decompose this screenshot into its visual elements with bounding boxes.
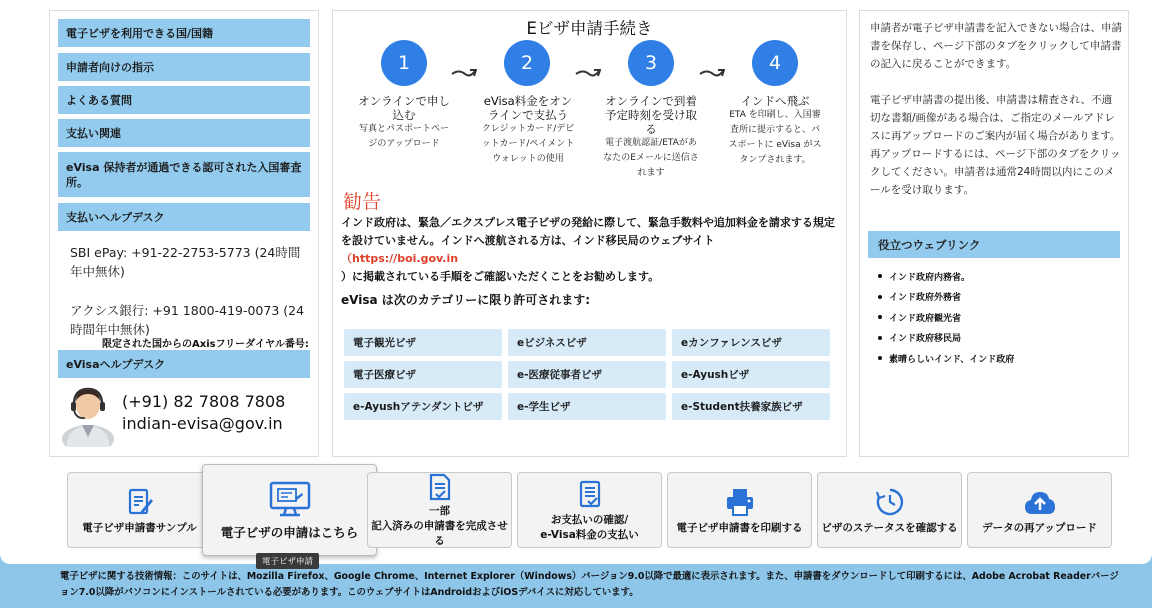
- warning-text-2: ）に掲載されている手順をご確認いただくことをお勧めします。: [341, 270, 660, 283]
- helpdesk-contact-text: [122, 391, 285, 435]
- technical-info-footer: 電子ビザに関する技術情報：このサイトは、Mozilla Firefox、Google Chrome、Internet Explorer（Windows）バージョン9.0以降で最適に表示されます。また、申請書をダウンロードして印刷するには、Adobe Acrobat Readerバージョン7.0以降がパソコンにインストールされている必要があります。このウェブサイトはAndroidおよびiOSデバイスに対応しています。: [60, 571, 1119, 598]
- step-1-text: [355, 94, 453, 152]
- helpdesk-email[interactable]: indian-evisa@gov.in: [122, 414, 283, 433]
- useful-links-title: 役立つウェブリンク: [868, 231, 1120, 258]
- form-edit-icon: [123, 485, 157, 519]
- category-item[interactable]: 電子医療ビザ: [344, 361, 502, 388]
- step-4-circle: 4: [752, 40, 798, 86]
- menu-payment[interactable]: 支払い関連: [58, 119, 310, 147]
- step-4-desc: ETA を印刷し、入国審査所に提示すると、パスポートに eVisa がスタンプされます。: [728, 110, 822, 165]
- reupload-info-text: 電子ビザ申請書の提出後、申請書は精査され、不適切な書類/画像がある場合は、ご指定のメールアドレスに再アップロードのご案内が届く場合があります。再アップロードするには、ページ下部のタブをクリックしてください。申請者は通常24時間以内にこのメールを受け取ります。: [870, 94, 1121, 196]
- save-info-text: 申請者が電子ビザ申請書を記入できない場合は、申請書を保存し、ページ下部のタブをクリックして申請書の記入に戻ることができます。: [870, 22, 1122, 70]
- step-2-text: [479, 94, 577, 167]
- useful-link-item[interactable]: インド政府内務省。: [878, 266, 1014, 287]
- step-3-desc: 電子渡航認証/ETAがあなたのEメールに送信されます: [603, 138, 699, 178]
- user-headset-icon: [60, 383, 116, 447]
- cloud-upload-icon: [1023, 485, 1057, 519]
- apply-evisa-label: 電子ビザの申請はこちら: [220, 525, 359, 540]
- warning-text-1: インド政府は、緊急／エクスプレス電子ビザの発給に際して、緊急手数料や追加料金を請求する規定を設けていません。インドへ渡航される方は、インド移民局のウェブサイト: [341, 216, 835, 247]
- reupload-data-label: データの再アップロード: [982, 521, 1097, 534]
- center-panel: [332, 10, 847, 457]
- sample-form-label: 電子ビザ申請書サンプル: [82, 521, 197, 534]
- menu-faq[interactable]: よくある質問: [58, 86, 310, 114]
- useful-link-item[interactable]: インド政府移民局: [878, 328, 1014, 349]
- left-panel: [49, 10, 319, 457]
- process-title: Eビザ申請手続き: [526, 19, 653, 38]
- category-item[interactable]: 電子観光ビザ: [344, 329, 502, 356]
- menu-evisa-helpdesk[interactable]: eVisaヘルプデスク: [58, 350, 310, 378]
- category-item[interactable]: e-Ayushビザ: [672, 361, 830, 388]
- category-item[interactable]: eビジネスビザ: [508, 329, 666, 356]
- menu-entry-ports[interactable]: eVisa 保持者が通過できる認可された入国審査所。: [58, 152, 310, 197]
- curved-arrow-icon: [451, 67, 477, 79]
- complete-partial-button[interactable]: [367, 472, 512, 548]
- category-item[interactable]: e-Ayushアテンダントビザ: [344, 393, 502, 420]
- useful-links-list: [878, 266, 1014, 369]
- allowed-categories-title: eVisa は次のカテゴリーに限り許可されます:: [341, 293, 591, 307]
- category-item[interactable]: e-Student扶養家族ビザ: [672, 393, 830, 420]
- curved-arrow-icon: [699, 67, 725, 79]
- payment-line-1: お支払いの確認/: [550, 514, 629, 526]
- print-application-label: 電子ビザ申請書を印刷する: [676, 521, 803, 534]
- payment-line-2: e-Visa料金の支払い: [540, 529, 639, 541]
- visa-status-label: ビザのステータスを確認する: [821, 521, 958, 534]
- sbi-epay-contact: SBI ePay: +91-22-2753-5773 (24時間年中無休): [70, 245, 301, 279]
- complete-partial-label: [368, 504, 511, 549]
- boi-link[interactable]: （https://boi.gov.in: [341, 252, 459, 265]
- monitor-apply-icon: [268, 479, 312, 519]
- category-item[interactable]: e-医療従事者ビザ: [508, 361, 666, 388]
- helpdesk-phone: (+91) 82 7808 7808: [122, 392, 286, 411]
- complete-partial-line-1: 一部: [429, 504, 450, 517]
- step-4-text: [726, 94, 824, 168]
- useful-link-item[interactable]: 素晴らしいインド、インド政府: [878, 348, 1014, 369]
- payment-list-icon: [573, 477, 607, 511]
- step-2-desc: クレジットカード/デビットカード/ペイメントウォレットの使用: [481, 124, 575, 164]
- printer-icon: [723, 485, 757, 519]
- warning-body: [341, 214, 841, 286]
- menu-instructions[interactable]: 申請者向けの指示: [58, 53, 310, 81]
- axis-free-dial-label: 限定された国からのAxisフリーダイヤル番号:: [102, 339, 309, 350]
- category-item[interactable]: e-学生ビザ: [508, 393, 666, 420]
- apply-tooltip: 電子ビザ申請: [256, 553, 319, 569]
- reupload-data-button[interactable]: [967, 472, 1112, 548]
- step-3-title: オンラインで到着予定時刻を受け取る: [605, 94, 697, 136]
- useful-link-item[interactable]: インド政府観光省: [878, 307, 1014, 328]
- step-1-circle: 1: [381, 40, 427, 86]
- step-3-circle: 3: [628, 40, 674, 86]
- payment-button[interactable]: [517, 472, 662, 548]
- clock-status-icon: [873, 485, 907, 519]
- sample-form-button[interactable]: [67, 472, 212, 548]
- step-2-title: eVisa料金をオンラインで支払う: [483, 94, 573, 122]
- document-check-icon: [423, 472, 457, 502]
- curved-arrow-icon: [575, 67, 601, 79]
- menu-eligible-countries[interactable]: 電子ビザを利用できる国/国籍: [58, 19, 310, 47]
- print-application-button[interactable]: [667, 472, 812, 548]
- useful-link-item[interactable]: インド政府外務省: [878, 287, 1014, 308]
- helpdesk-contact: [58, 383, 310, 449]
- step-4-title: インドへ飛ぶ: [740, 94, 810, 108]
- axis-bank-contact: アクシス銀行: +91 1800-419-0073 (24時間年中無休): [70, 303, 305, 337]
- right-panel: [859, 10, 1129, 457]
- step-1-title: オンラインで申し込む: [358, 94, 450, 122]
- apply-evisa-button[interactable]: [202, 464, 377, 556]
- category-item[interactable]: eカンファレンスビザ: [672, 329, 830, 356]
- warning-title: 勧告: [343, 191, 382, 213]
- step-3-text: [602, 94, 700, 181]
- visa-status-button[interactable]: [817, 472, 962, 548]
- payment-label: [540, 513, 639, 543]
- step-2-circle: 2: [504, 40, 550, 86]
- complete-partial-line-2: 記入済みの申請書を完成させる: [371, 519, 508, 547]
- menu-payment-helpdesk[interactable]: 支払いヘルプデスク: [58, 203, 310, 231]
- step-1-desc: 写真とパスポートページのアップロード: [358, 124, 449, 149]
